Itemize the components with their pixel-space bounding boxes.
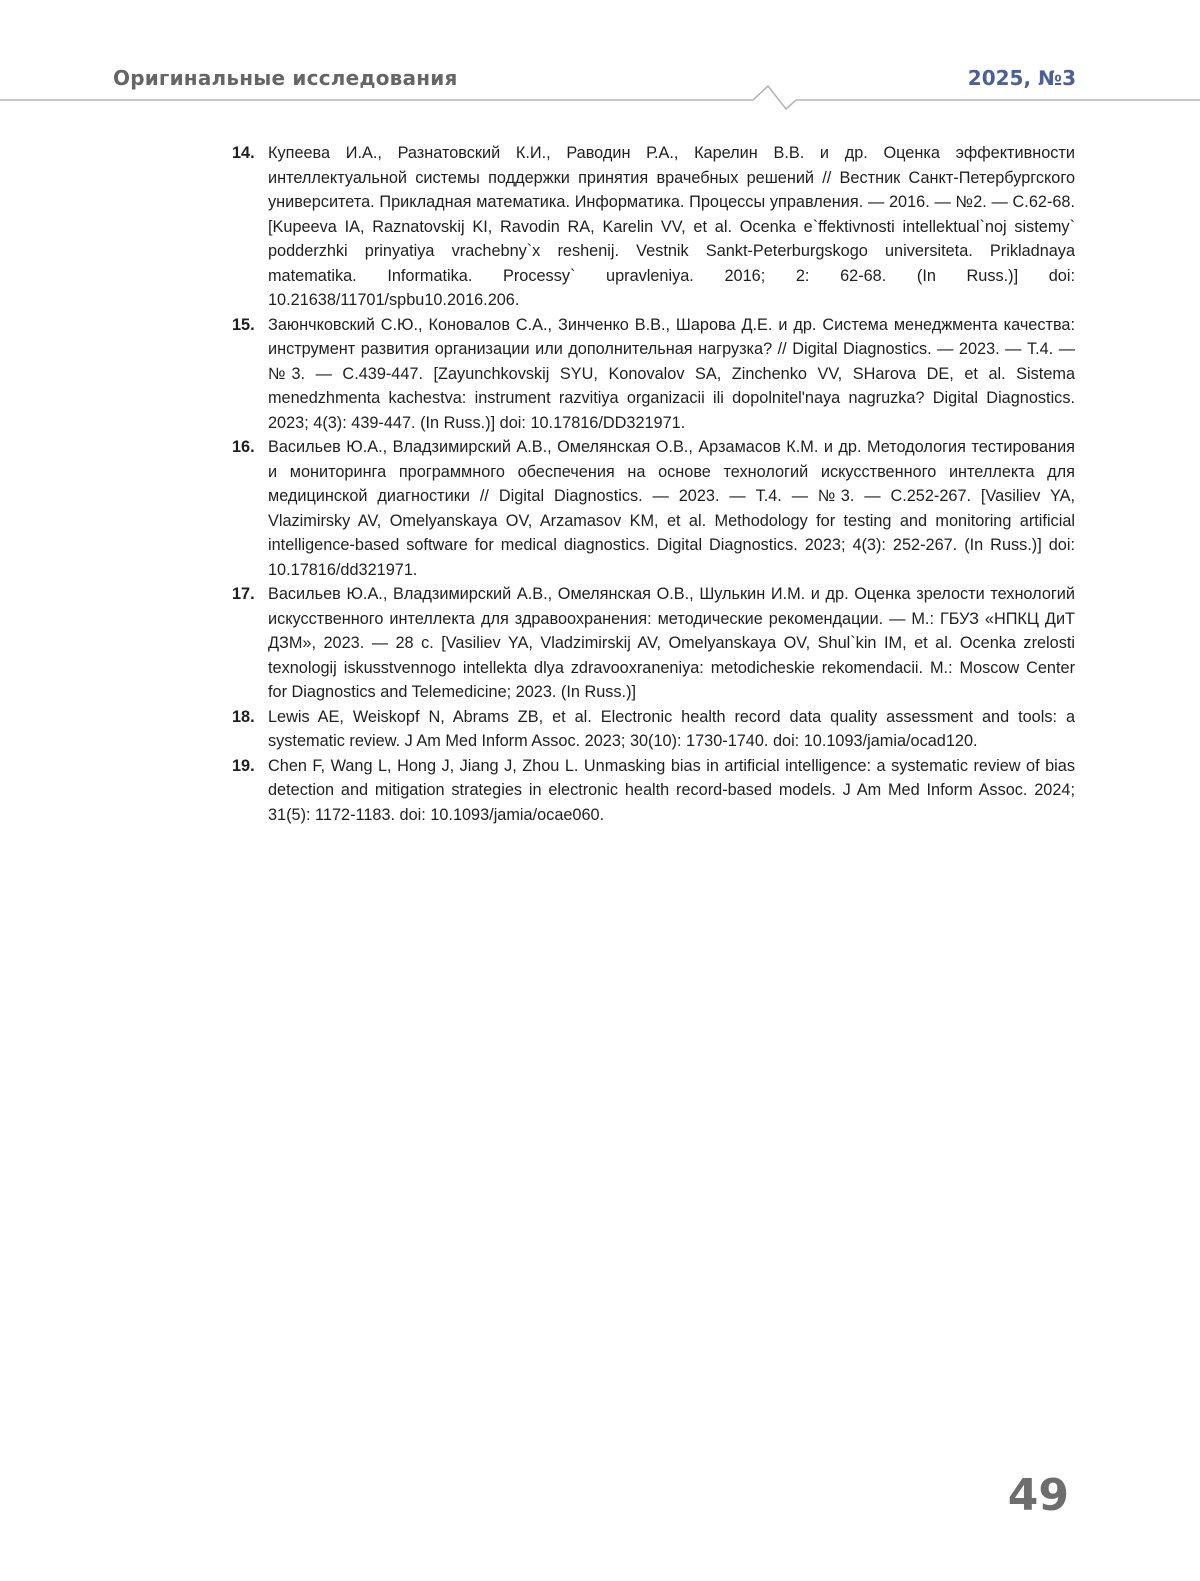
reference-number: 19. xyxy=(232,754,255,779)
reference-number: 14. xyxy=(232,141,255,166)
reference-number: 16. xyxy=(232,435,255,460)
reference-item xyxy=(232,435,1075,582)
reference-text: Lewis AE, Weiskopf N, Abrams ZB, et al. Electronic health record data quality assessment and tools: a systematic review. J Am Med Inform Assoc. 2023; 30(10): 1730-1740. doi: 10.1093/jamia/ocad120. xyxy=(268,708,1075,751)
reference-text: Васильев Ю.А., Владзимирский А.В., Омелянская О.В., Шулькин И.М. и др. Оценка зрелости технологий искусственного интеллекта для здравоохранения: методические рекомендации. — М.: ГБУЗ «НПКЦ ДиТ ДЗМ», 2023. — 28 с. [Vasiliev YA, Vladzimirskij AV, Omelyanskaya OV, Shul`kin IM, et al. Ocenka zrelosti texnologij iskusstvennogo intellekta dlya zdravooxraneniya: metodicheskie rekomendacii. M.: Moscow Center for Diagnostics and Telemedicine; 2023. (In Russ.)] xyxy=(268,585,1075,701)
reference-text: Chen F, Wang L, Hong J, Jiang J, Zhou L. Unmasking bias in artificial intelligence: a systematic review of bias detection and mitigation strategies in electronic health record-based models. J Am Med Inform Assoc. 2024; 31(5): 1172-1183. doi: 10.1093/jamia/ocae060. xyxy=(268,757,1075,824)
reference-text: Васильев Ю.А., Владзимирский А.В., Омелянская О.В., Арзамасов К.М. и др. Методология тестирования и мониторинга программного обеспечения на основе технологий искусственного интеллекта для медицинской диагностики // Digital Diagnostics. — 2023. — Т.4. — №3. — С.252-267. [Vasiliev YA, Vlazimirsky AV, Omelyanskaya OV, Arzamasov KM, et al. Methodology for testing and monitoring artificial intelligence-based software for medical diagnostics. Digital Diagnostics. 2023; 4(3): 252-267. (In Russ.)] doi: 10.17816/dd321971. xyxy=(268,438,1075,579)
reference-item xyxy=(232,582,1075,705)
running-header-issue: 2025, №3 xyxy=(968,66,1076,90)
reference-list xyxy=(232,141,1075,827)
reference-text: Купеева И.А., Разнатовский К.И., Раводин Р.А., Карелин В.В. и др. Оценка эффективности интеллектуальной системы поддержки принятия врачебных решений // Вестник Санкт-Петербургского университета. Прикладная математика. Информатика. Процессы управления. — 2016. — №2. — С.62-68. [Kupeeva IA, Raznatovskij KI, Ravodin RA, Karelin VV, et al. Ocenka e`ffektivnosti intellektual`noj sistemy` podderzhki prinyatiya vrachebny`x reshenij. Vestnik Sankt-Peterburgskogo universiteta. Prikladnaya matematika. Informatika. Processy` upravleniya. 2016; 2: 62-68. (In Russ.)] doi: 10.21638/11701/spbu10.2016.206. xyxy=(268,144,1075,309)
header-divider xyxy=(0,84,1200,114)
reference-text: Заюнчковский С.Ю., Коновалов С.А., Зинченко В.В., Шарова Д.Е. и др. Система менеджмента качества: инструмент развития организации или дополнительная нагрузка? // Digital Diagnostics. — 2023. — Т.4. — №3. — С.439-447. [Zayunchkovskij SYU, Konovalov SA, Zinchenko VV, SHarova DE, et al. Sistema menedzhmenta kachestva: instrument razvitiya organizacii ili dopolnitel'naya nagruzka? Digital Diagnostics. 2023; 4(3): 439-447. (In Russ.)] doi: 10.17816/DD321971. xyxy=(268,316,1075,432)
reference-number: 15. xyxy=(232,313,255,338)
reference-item xyxy=(232,754,1075,828)
page-number: 49 xyxy=(1008,1470,1069,1521)
reference-item xyxy=(232,141,1075,313)
reference-number: 17. xyxy=(232,582,255,607)
reference-number: 18. xyxy=(232,705,255,730)
running-header-section: Оригинальные исследования xyxy=(113,66,458,90)
reference-item xyxy=(232,705,1075,754)
reference-item xyxy=(232,313,1075,436)
